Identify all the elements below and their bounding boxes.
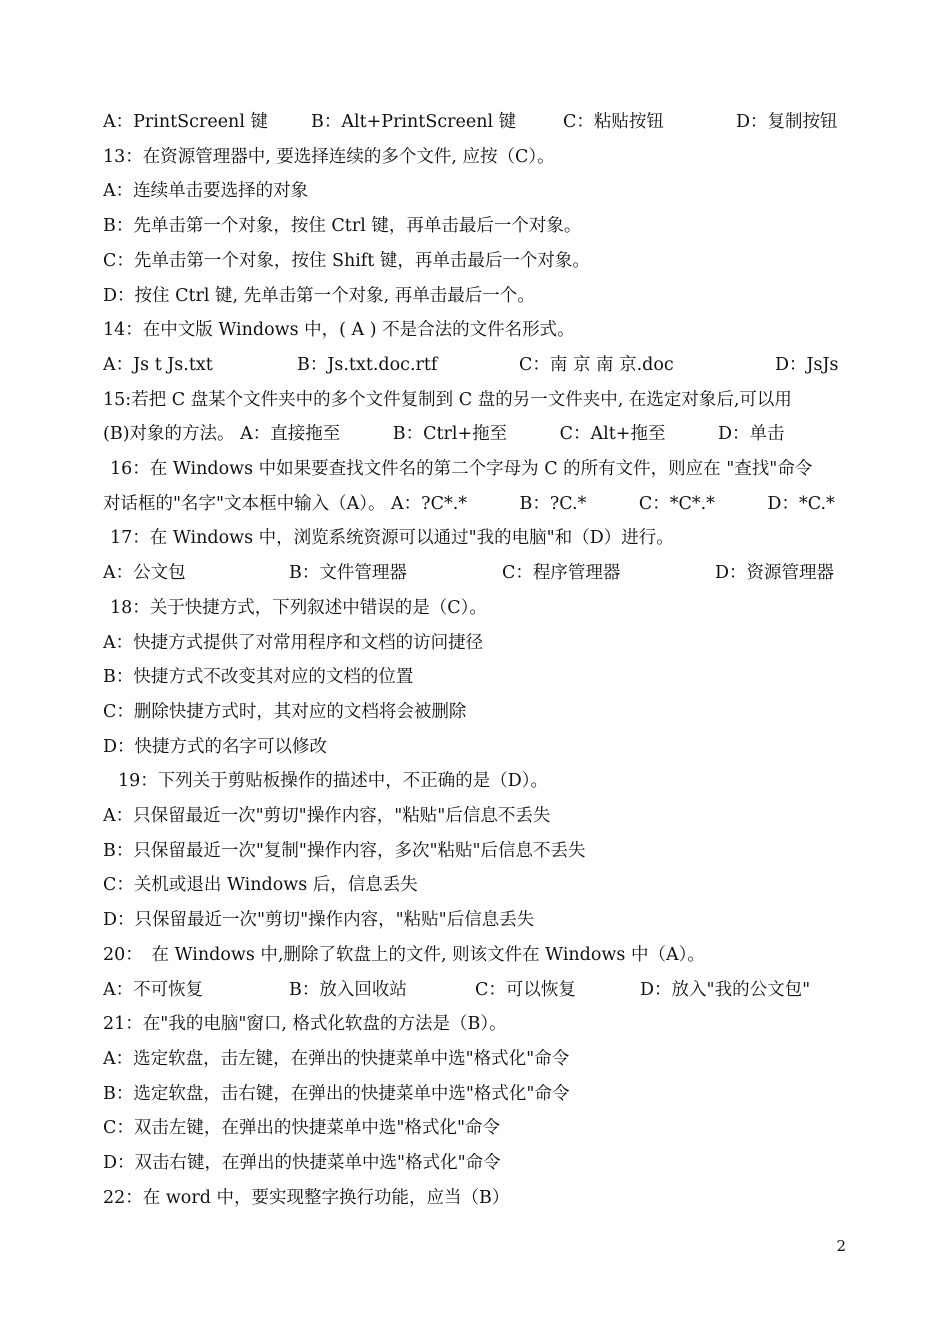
text-line: B：只保留最近一次"复制"操作内容，多次"粘贴"后信息不丢失: [103, 841, 586, 861]
text-line: D：按住 Ctrl 键, 先单击第一个对象, 再单击最后一个。: [103, 286, 535, 306]
text-line: 15:若把 C 盘某个文件夹中的多个文件复制到 C 盘的另一文件夹中, 在选定对象后,可以用: [103, 390, 792, 410]
text-line: 13：在资源管理器中, 要选择连续的多个文件, 应按（C）。: [103, 147, 555, 167]
text-line: 17：在 Windows 中，浏览系统资源可以通过"我的电脑"和（D）进行。: [110, 528, 674, 548]
option-item: C：粘贴按钮: [563, 112, 664, 132]
option-item: B：放入回收站: [289, 980, 407, 1000]
option-item: C：南 京 南 京.doc: [519, 355, 674, 375]
options-row: [103, 975, 848, 1005]
option-item: C：程序管理器: [502, 563, 621, 583]
option-item: D：放入"我的公文包": [640, 980, 811, 1000]
text-line: C：先单击第一个对象，按住 Shift 键，再单击最后一个对象。: [103, 251, 590, 271]
option-item: D：复制按钮: [736, 112, 838, 132]
text-line: 14：在中文版 Windows 中，( A ) 不是合法的文件名形式。: [103, 320, 575, 340]
option-item: A：公文包: [103, 563, 186, 583]
text-line: 22：在 word 中，要实现整字换行功能，应当（B）: [103, 1188, 510, 1208]
text-line: C：删除快捷方式时，其对应的文档将会被删除: [103, 702, 467, 722]
text-line: 21：在"我的电脑"窗口, 格式化软盘的方法是（B）。: [103, 1014, 507, 1034]
text-line: D：快捷方式的名字可以修改: [103, 737, 328, 757]
option-item: A：不可恢复: [103, 980, 204, 1000]
option-item: A：Js t Js.txt: [103, 355, 213, 375]
option-item: A：PrintScreenl 键: [103, 112, 268, 132]
text-line: 20： 在 Windows 中,删除了软盘上的文件, 则该文件在 Windows 中（A）。: [103, 945, 705, 965]
text-line: (B)对象的方法。 A：直接拖至 B：Ctrl+拖至 C：Alt+拖至 D：单击: [103, 424, 785, 444]
option-item: D：资源管理器: [715, 563, 835, 583]
text-line: B：先单击第一个对象，按住 Ctrl 键，再单击最后一个对象。: [103, 216, 582, 236]
page-number: 2: [836, 1237, 846, 1255]
text-line: C：双击左键，在弹出的快捷菜单中选"格式化"命令: [103, 1118, 500, 1138]
option-item: D：JsJs: [775, 355, 839, 375]
text-line: A：连续单击要选择的对象: [103, 181, 309, 201]
text-line: 对话框的"名字"文本框中输入（A）。 A：?C*.* B：?C.* C：*C*.* D：*C.*: [103, 494, 835, 514]
options-row: [103, 107, 848, 137]
options-row: [103, 558, 848, 588]
text-line: C：关机或退出 Windows 后，信息丢失: [103, 875, 418, 895]
text-line: B：选定软盘，击右键，在弹出的快捷菜单中选"格式化"命令: [103, 1084, 570, 1104]
option-item: C：可以恢复: [475, 980, 576, 1000]
text-line: A：只保留最近一次"剪切"操作内容，"粘贴"后信息不丢失: [103, 806, 551, 826]
text-line: D：双击右键，在弹出的快捷菜单中选"格式化"命令: [103, 1153, 501, 1173]
text-line: 19：下列关于剪贴板操作的描述中，不正确的是（D）。: [118, 771, 549, 791]
text-line: 16：在 Windows 中如果要查找文件名的第二个字母为 C 的所有文件，则应在 "查找"命令: [110, 459, 813, 479]
options-row: [103, 350, 848, 380]
text-line: 18：关于快捷方式，下列叙述中错误的是（C）。: [110, 598, 487, 618]
option-item: B：文件管理器: [289, 563, 407, 583]
option-item: B：Js.txt.doc.rtf: [297, 355, 438, 375]
text-line: A：选定软盘，击左键，在弹出的快捷菜单中选"格式化"命令: [103, 1049, 570, 1069]
text-line: B：快捷方式不改变其对应的文档的位置: [103, 667, 414, 687]
option-item: B：Alt+PrintScreenl 键: [311, 112, 517, 132]
text-line: D：只保留最近一次"剪切"操作内容，"粘贴"后信息丢失: [103, 910, 535, 930]
text-line: A：快捷方式提供了对常用程序和文档的访问捷径: [103, 633, 484, 653]
